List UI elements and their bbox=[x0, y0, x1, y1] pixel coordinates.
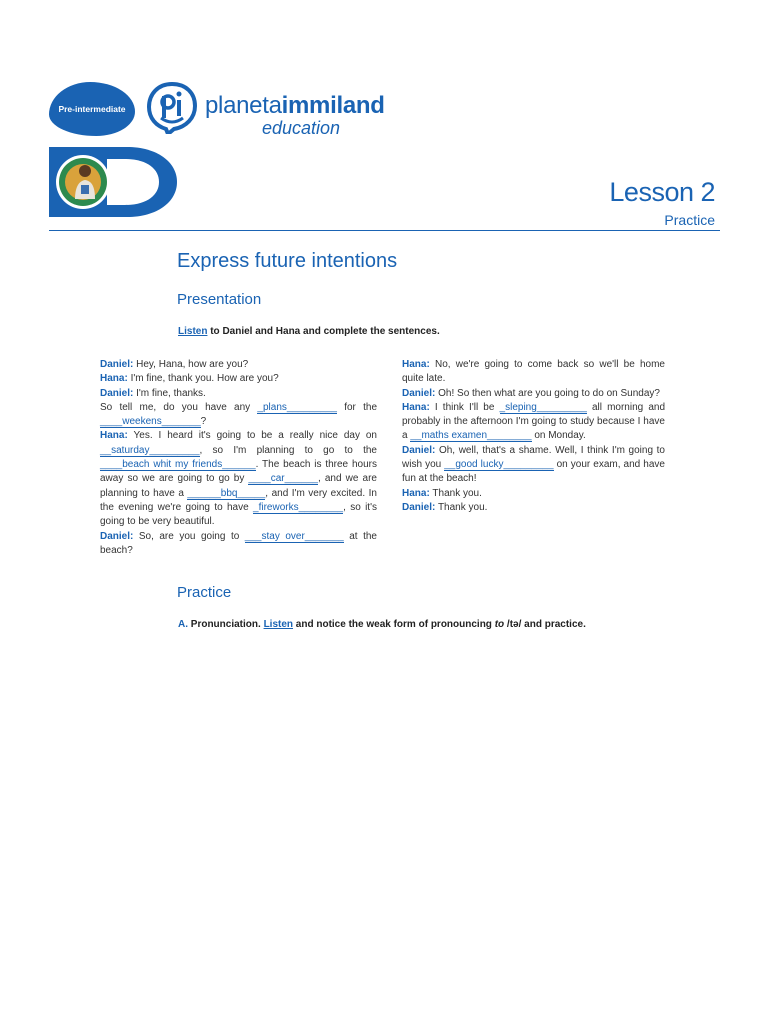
dialogue-text: Yes. I heard it's going to be a really nice day on bbox=[127, 430, 377, 442]
instruction-text: to Daniel and Hana and complete the sentences. bbox=[207, 326, 440, 337]
dialogue-text: , so it's going to be very beautiful. bbox=[100, 501, 377, 528]
dialogue-line bbox=[100, 530, 377, 559]
dialogue-text: , and we are planning to have a bbox=[100, 473, 377, 499]
level-badge: Pre-intermediate bbox=[49, 82, 135, 136]
brand-bold: immiland bbox=[281, 92, 385, 119]
brand-name bbox=[205, 92, 385, 120]
answer-blank[interactable]: ____beach whit my friends______ bbox=[100, 459, 256, 471]
answer-blank[interactable]: __good lucky_________ bbox=[444, 459, 554, 471]
practice-italic: to bbox=[494, 619, 505, 630]
dialogue-text: ? bbox=[200, 416, 207, 428]
practice-heading: Practice bbox=[177, 584, 232, 601]
dialogue-line bbox=[402, 501, 665, 515]
book-logo-graphic bbox=[49, 147, 179, 217]
dialogue-line bbox=[402, 358, 665, 387]
practice-text-2: /tə/ and practice. bbox=[504, 619, 586, 630]
answer-blank[interactable]: _plans_________ bbox=[257, 401, 337, 413]
lesson-title: Lesson 2 bbox=[609, 177, 715, 207]
pi-logo-icon bbox=[146, 82, 198, 134]
answer-blank[interactable]: _sleping_________ bbox=[499, 401, 587, 413]
speaker-name: Daniel: bbox=[402, 387, 436, 399]
header-divider bbox=[49, 230, 720, 231]
dialogue-text: , and I'm very excited. In the evening we're going to have bbox=[100, 487, 377, 513]
dialogue-line bbox=[100, 387, 377, 401]
speaker-name: Hana: bbox=[100, 373, 128, 385]
speaker-name: Daniel: bbox=[100, 530, 134, 542]
dialogue-line bbox=[100, 358, 377, 372]
dialogue-text: on your exam, and have fun at the beach! bbox=[402, 459, 665, 485]
answer-blank[interactable]: __maths examen________ bbox=[410, 430, 532, 442]
speaker-name: Daniel: bbox=[100, 359, 134, 370]
presentation-instruction bbox=[178, 326, 440, 337]
dialogue-text: for the bbox=[336, 401, 378, 413]
dialogue-line bbox=[402, 487, 665, 501]
dialogue-text: Hey, Hana, how are you? bbox=[133, 359, 249, 370]
dialogue-line bbox=[402, 444, 665, 487]
dialogue-text: . The beach is three hours away so we are going to go by bbox=[100, 459, 377, 485]
presentation-heading: Presentation bbox=[177, 291, 262, 308]
speaker-name: Daniel: bbox=[402, 501, 436, 513]
speaker-name: Hana: bbox=[402, 359, 430, 370]
dialogue-text: So, are you going to bbox=[133, 530, 245, 542]
speaker-name: Hana: bbox=[402, 401, 430, 413]
answer-blank[interactable]: __saturday_________ bbox=[100, 444, 200, 456]
speaker-name: Hana: bbox=[402, 487, 430, 499]
dialogue-text: Thank you. bbox=[429, 487, 482, 499]
dialogue-right bbox=[402, 358, 665, 515]
speaker-name: Daniel: bbox=[402, 444, 436, 456]
dialogue-text: I'm fine, thanks. bbox=[133, 387, 206, 399]
dialogue-text: So tell me, do you have any bbox=[100, 401, 258, 413]
dialogue-text: , so I'm planning to go to the bbox=[199, 444, 377, 456]
answer-blank[interactable]: _fireworks________ bbox=[253, 501, 344, 513]
practice-instruction bbox=[178, 619, 586, 630]
brand-subtitle: education bbox=[262, 118, 341, 138]
dialogue-line bbox=[402, 401, 665, 444]
dialogue-text: Oh! So then what are you going to do on Sunday? bbox=[435, 387, 660, 399]
answer-blank[interactable]: ____car______ bbox=[248, 473, 318, 485]
practice-label: Pronunciation. bbox=[188, 619, 264, 630]
practice-letter: A. bbox=[178, 619, 188, 630]
dialogue-line bbox=[100, 372, 377, 386]
listen-link[interactable]: Listen bbox=[178, 326, 208, 337]
dialogue-text: on Monday. bbox=[531, 430, 586, 442]
speaker-name: Hana: bbox=[100, 430, 128, 442]
dialogue-text: I'm fine, thank you. How are you? bbox=[127, 373, 279, 385]
dialogue-text: all morning and probably in the afternoon I'm going to study because I have a bbox=[402, 401, 666, 442]
dialogue-text: at the beach? bbox=[100, 530, 377, 556]
page-title: Express future intentions bbox=[177, 250, 398, 272]
lesson-subtitle: Practice bbox=[664, 212, 715, 228]
dialogue-left bbox=[100, 358, 377, 558]
dialogue-line bbox=[402, 387, 665, 401]
answer-blank[interactable]: ____weekens_______ bbox=[100, 416, 201, 428]
dialogue-text: Thank you. bbox=[435, 501, 488, 513]
dialogue-text: Oh, well, that's a shame. Well, I think I'm going to wish you bbox=[402, 444, 665, 471]
answer-blank[interactable]: ___stay over_______ bbox=[244, 530, 344, 542]
speaker-name: Daniel: bbox=[100, 387, 134, 399]
dialogue-text: No, we're going to come back so we'll be home quite late. bbox=[402, 359, 665, 385]
practice-text-1: and notice the weak form of pronouncing bbox=[293, 619, 495, 630]
brand-prefix: planeta bbox=[205, 92, 282, 119]
answer-blank[interactable]: ______bbq_____ bbox=[187, 487, 266, 499]
dialogue-text: I think I'll be bbox=[429, 401, 500, 413]
dialogue-line bbox=[100, 401, 377, 430]
dialogue-line bbox=[100, 429, 377, 529]
practice-listen-link[interactable]: Listen bbox=[263, 619, 294, 630]
